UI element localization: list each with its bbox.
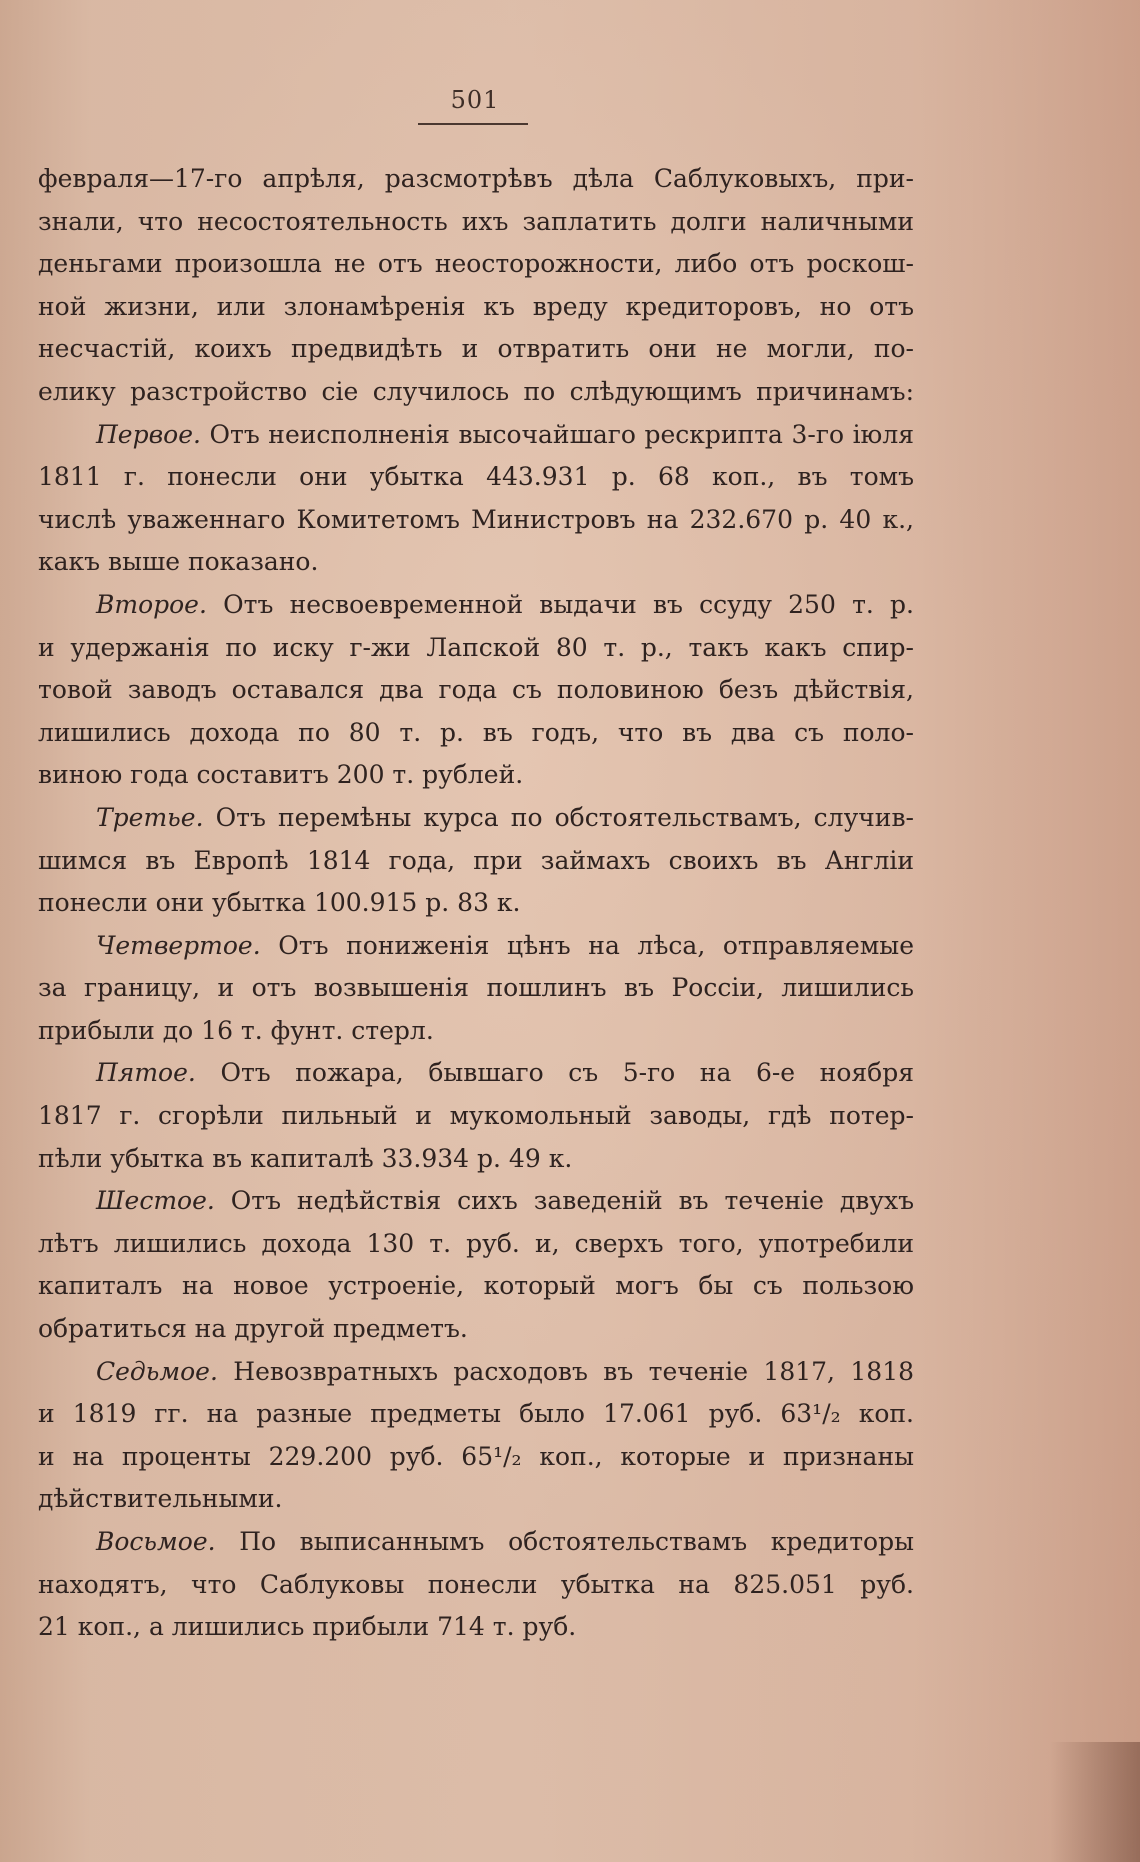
paragraph-fifth xyxy=(38,1052,914,1095)
paragraph-heading: Третье. xyxy=(96,802,204,832)
paragraph-text: Отъ пониженія цѣнъ на лѣса, отправляемые xyxy=(278,930,914,960)
text-line: и на проценты 229.200 руб. 65¹/₂ коп., которые и признаны xyxy=(38,1441,914,1471)
paragraph-third xyxy=(38,797,914,840)
text-line: виною года составитъ 200 т. рублей. xyxy=(38,760,524,790)
text-line: находятъ, что Саблуковы понесли убытка на 825.051 руб. xyxy=(38,1569,914,1599)
text-line: прибыли до 16 т. фунт. стерл. xyxy=(38,1015,434,1045)
text-line: и удержанія по иску г-жи Лапской 80 т. р., такъ какъ спир- xyxy=(38,632,914,662)
paragraph-text: Невозвратныхъ расходовъ въ теченіе 1817, 1818 xyxy=(233,1356,914,1386)
text-line: лѣтъ лишились дохода 130 т. руб. и, сверхъ того, употребили xyxy=(38,1228,914,1258)
paragraph-fourth xyxy=(38,925,914,968)
paragraph-text: Отъ несвоевременной выдачи въ ссуду 250 т. р. xyxy=(223,589,914,619)
paragraph-text: Отъ неисполненія высочайшаго рескрипта 3-го іюля xyxy=(209,419,914,449)
text-line: дѣйствительными. xyxy=(38,1484,283,1514)
text-line: деньгами произошла не отъ неосторожности, либо отъ роскош- xyxy=(38,249,914,279)
text-line: несчастій, коихъ предвидѣть и отвратить они не могли, по- xyxy=(38,334,914,364)
text-line: обратиться на другой предметъ. xyxy=(38,1314,468,1344)
paragraph-sixth xyxy=(38,1180,914,1223)
paragraph-seventh xyxy=(38,1351,914,1394)
paragraph-second xyxy=(38,584,914,627)
page-number-rule xyxy=(418,123,528,125)
paragraph-heading: Восьмое. xyxy=(96,1527,216,1556)
text-line: какъ выше показано. xyxy=(38,547,319,577)
text-line: ной жизни, или злонамѣренія къ вреду кредиторовъ, но отъ xyxy=(38,291,914,321)
text-line: лишились дохода по 80 т. р. въ годъ, что въ два съ поло- xyxy=(38,717,914,747)
paragraph-heading: Четвертое. xyxy=(96,930,261,960)
text-line: знали, что несостоятельность ихъ заплатить долги наличными xyxy=(38,206,914,236)
text-line: понесли они убытка 100.915 р. 83 к. xyxy=(38,888,521,918)
text-line: 1817 г. сгорѣли пильный и мукомольный заводы, гдѣ потер- xyxy=(38,1101,914,1131)
text-line: февраля—17-го апрѣля, разсмотрѣвъ дѣла Саблуковыхъ, при- xyxy=(38,164,914,193)
text-line: числѣ уваженнаго Комитетомъ Министровъ на 232.670 р. 40 к., xyxy=(38,504,914,534)
paragraph-text: Отъ пожара, бывшаго съ 5-го на 6-е ноября xyxy=(220,1058,914,1088)
paragraph-text: Отъ перемѣны курса по обстоятельствамъ, случив- xyxy=(215,802,914,832)
paragraph-heading: Шестое. xyxy=(96,1186,215,1216)
text-line: товой заводъ оставался два года съ половиною безъ дѣйствія, xyxy=(38,675,914,705)
paragraph-text: Отъ недѣйствія сихъ заведеній въ теченіе двухъ xyxy=(230,1186,914,1216)
paragraph-heading: Второе. xyxy=(96,589,207,619)
paragraph-eighth xyxy=(38,1521,914,1564)
text-line: 1811 г. понесли они убытка 443.931 р. 68 коп., въ томъ xyxy=(38,462,914,492)
paragraph-heading: Пятое. xyxy=(96,1058,196,1088)
paragraph-text: По выписаннымъ обстоятельствамъ кредиторы xyxy=(239,1527,914,1556)
text-line: шимся въ Европѣ 1814 года, при займахъ своихъ въ Англіи xyxy=(38,845,914,875)
text-line: пѣли убытка въ капиталѣ 33.934 р. 49 к. xyxy=(38,1143,573,1173)
text-line: и 1819 гг. на разные предметы было 17.061 руб. 63¹/₂ коп. xyxy=(38,1399,914,1429)
paragraph-heading: Седьмое. xyxy=(96,1356,218,1386)
paragraph-first xyxy=(38,414,914,457)
body-text xyxy=(38,158,914,1649)
text-line: елику разстройство сіе случилось по слѣдующимъ причинамъ: xyxy=(38,376,914,406)
text-line: 21 коп., а лишились прибыли 714 т. руб. xyxy=(38,1612,577,1642)
text-line: капиталъ на новое устроеніе, который могъ бы съ пользою xyxy=(38,1271,914,1301)
page-number: 501 xyxy=(450,86,500,114)
paragraph-heading: Первое. xyxy=(96,419,201,449)
text-line: за границу, и отъ возвышенія пошлинъ въ Россіи, лишились xyxy=(38,973,914,1003)
